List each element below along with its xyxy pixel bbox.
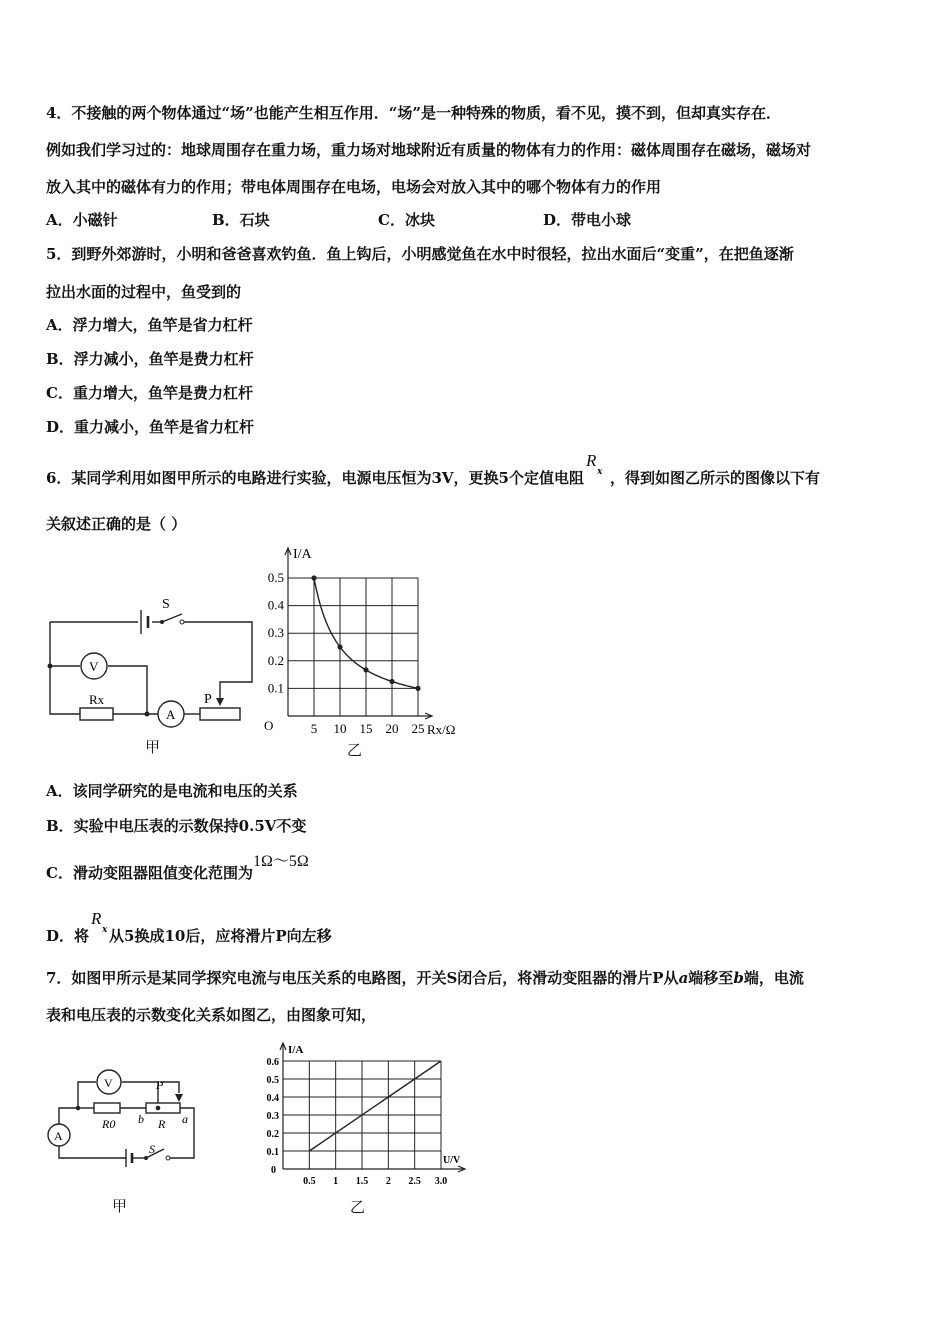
x-tick-label: 25 xyxy=(411,721,425,736)
q6-option-c-math: 1Ω～5Ω xyxy=(252,853,309,870)
label-rx: Rx xyxy=(89,692,105,707)
q5-line1: 5．到野外郊游时，小明和爸爸喜欢钓鱼．鱼上钩后，小明感觉鱼在水中时很轻，拉出水面后“变重”，在把鱼逐渐 xyxy=(46,245,794,263)
switch-contact xyxy=(180,620,184,624)
x-tick-label: 1 xyxy=(333,1176,339,1187)
q7-slider-arrow[interactable] xyxy=(175,1094,183,1102)
q7-var-b: b xyxy=(733,969,744,987)
switch-s[interactable] xyxy=(162,614,182,622)
resistor-rx xyxy=(80,708,113,720)
x-tick-label: 0.5 xyxy=(303,1176,316,1187)
data-point xyxy=(311,575,316,580)
q5-line2: 拉出水面的过程中，鱼受到的 xyxy=(46,283,242,301)
x-tick-label: 10 xyxy=(333,721,347,736)
junction-mid xyxy=(145,712,150,717)
q7-line1-b: 端移至 xyxy=(688,969,734,987)
q7-line1-c: 端，电流 xyxy=(743,969,804,987)
q7-label-s: S xyxy=(149,1142,155,1156)
q6-line2: 关叙述正确的是（ ） xyxy=(46,515,187,533)
q6-option-d-end: 从5换成10后，应将滑片P向左移 xyxy=(109,927,332,945)
data-point xyxy=(389,679,394,684)
y-tick-label: 0.3 xyxy=(266,1111,279,1122)
q7-label-a: A xyxy=(54,1129,63,1143)
q7-circuit-diagram xyxy=(40,1065,210,1175)
q7-fig-yi-caption: 乙 xyxy=(350,1198,366,1216)
q4-option-c[interactable]: C．冰块 xyxy=(378,211,435,229)
label-p: P xyxy=(204,692,212,707)
q7-label-r0: R0 xyxy=(102,1117,116,1131)
x-tick-label: 3.0 xyxy=(434,1176,448,1187)
y-tick-label: 0.5 xyxy=(267,570,284,585)
y-tick-label: 0.6 xyxy=(266,1057,279,1068)
y-axis-label: I/A xyxy=(293,547,312,562)
series-line xyxy=(309,1061,441,1151)
x-tick-label: 5 xyxy=(310,721,318,736)
q5-option-b[interactable]: B．浮力减小，鱼竿是费力杠杆 xyxy=(46,350,254,368)
q4-line3: 放入其中的磁体有力的作用；带电体周围存在电场，电场会对放入其中的哪个物体有力的作用 xyxy=(46,178,662,196)
rx-sub: x xyxy=(596,467,603,477)
q6-option-c[interactable] xyxy=(46,853,309,884)
y-tick-label: 0.4 xyxy=(267,597,284,613)
y-tick-label: 0.1 xyxy=(266,1147,279,1158)
label-a: A xyxy=(166,707,176,722)
q6-option-d[interactable] xyxy=(46,909,332,946)
data-point xyxy=(363,667,368,672)
q7-junction-right xyxy=(156,1106,161,1111)
q4-option-b[interactable]: B．石块 xyxy=(212,211,270,229)
q7-label-v: V xyxy=(104,1076,113,1090)
q7-line1 xyxy=(46,968,804,988)
q6-line1 xyxy=(46,451,820,488)
q6-option-c-text: C．滑动变阻器阻值变化范围为 xyxy=(46,864,253,882)
rheostat xyxy=(200,708,240,720)
q7-rheostat-r xyxy=(146,1103,180,1113)
y-axis-label: I/A xyxy=(288,1044,304,1056)
q6-option-a[interactable]: A．该同学研究的是电流和电压的关系 xyxy=(46,782,298,800)
q6-fig-jia-caption: 甲 xyxy=(145,738,161,756)
q6-fig-yi-caption: 乙 xyxy=(347,741,363,759)
slider-arrow[interactable] xyxy=(216,698,224,706)
q5-option-a[interactable]: A．浮力增大，鱼竿是省力杠杆 xyxy=(46,316,253,334)
data-point xyxy=(337,644,342,649)
y-tick-label: 0.4 xyxy=(266,1093,279,1104)
rx-main-d: R xyxy=(91,909,102,928)
q7-switch-contact xyxy=(166,1156,170,1160)
rx-symbol-d xyxy=(89,909,109,941)
q7-chart xyxy=(245,1035,475,1195)
q7-line2: 表和电压表的示数变化关系如图乙，由图象可知， xyxy=(46,1006,377,1024)
q7-line1-a: 7．如图甲所示是某同学探究电流与电压关系的电路图，开关S闭合后，将滑动变阻器的滑片P从 xyxy=(46,969,679,987)
label-v: V xyxy=(89,659,99,674)
x-tick-label: 20 xyxy=(385,721,399,736)
x-tick-label: 1.5 xyxy=(355,1176,369,1187)
origin-label: O xyxy=(264,718,274,733)
q7-fig-jia-caption: 甲 xyxy=(112,1197,128,1215)
rx-main: R xyxy=(585,451,597,470)
q7-switch-pivot xyxy=(144,1156,148,1160)
x-tick-label: 2.5 xyxy=(408,1176,421,1187)
x-tick-label: 15 xyxy=(359,721,373,736)
y-tick-label: 0.2 xyxy=(267,652,284,668)
q4-option-d[interactable]: D．带电小球 xyxy=(543,211,632,229)
q7-label-b: b xyxy=(138,1112,144,1126)
y-tick-label: 0.5 xyxy=(266,1075,279,1086)
q6-line1-end: ，得到如图乙所示的图像以下有 xyxy=(609,469,820,487)
y-tick-label: 0.1 xyxy=(267,680,284,696)
q4-option-a[interactable]: A．小磁针 xyxy=(46,211,118,229)
switch-pivot xyxy=(160,620,164,624)
rx-symbol xyxy=(584,451,610,483)
q7-label-a-end: a xyxy=(182,1112,188,1126)
y-tick-label: 0.3 xyxy=(267,625,284,641)
q7-var-a: a xyxy=(678,969,689,987)
q7-label-r: R xyxy=(158,1117,166,1131)
origin-label: 0 xyxy=(271,1165,276,1176)
q7-junction-left xyxy=(76,1106,81,1111)
q6-chart xyxy=(258,540,458,760)
q7-label-p: P xyxy=(156,1078,164,1092)
q6-line1-start: 6．某同学利用如图甲所示的电路进行实验，电源电压恒为3V，更换5个定值电阻 xyxy=(46,469,584,487)
q4-line1: 4．不接触的两个物体通过“场”也能产生相互作用．“场”是一种特殊的物质，看不见，摸不到，但却真实存在． xyxy=(46,104,781,122)
q5-option-d[interactable]: D．重力减小，鱼竿是省力杠杆 xyxy=(46,418,255,436)
label-s: S xyxy=(162,597,170,612)
x-tick-label: 2 xyxy=(385,1176,391,1187)
junction-left xyxy=(48,664,53,669)
q6-option-b[interactable]: B．实验中电压表的示数保持0.5V不变 xyxy=(46,817,307,835)
rx-sub-d: x xyxy=(102,925,108,935)
x-axis-label: U/V xyxy=(443,1155,461,1166)
q5-option-c[interactable]: C．重力增大，鱼竿是费力杠杆 xyxy=(46,384,253,402)
q6-option-d-start: D．将 xyxy=(46,927,90,945)
x-axis-label: Rx/Ω xyxy=(427,722,456,737)
q7-resistor-r0 xyxy=(94,1103,120,1113)
data-point xyxy=(415,686,420,691)
q4-line2: 例如我们学习过的：地球周围存在重力场，重力场对地球附近有质量的物体有力的作用：磁体周围存在磁场，磁场对 xyxy=(46,141,812,159)
y-tick-label: 0.2 xyxy=(266,1129,279,1140)
